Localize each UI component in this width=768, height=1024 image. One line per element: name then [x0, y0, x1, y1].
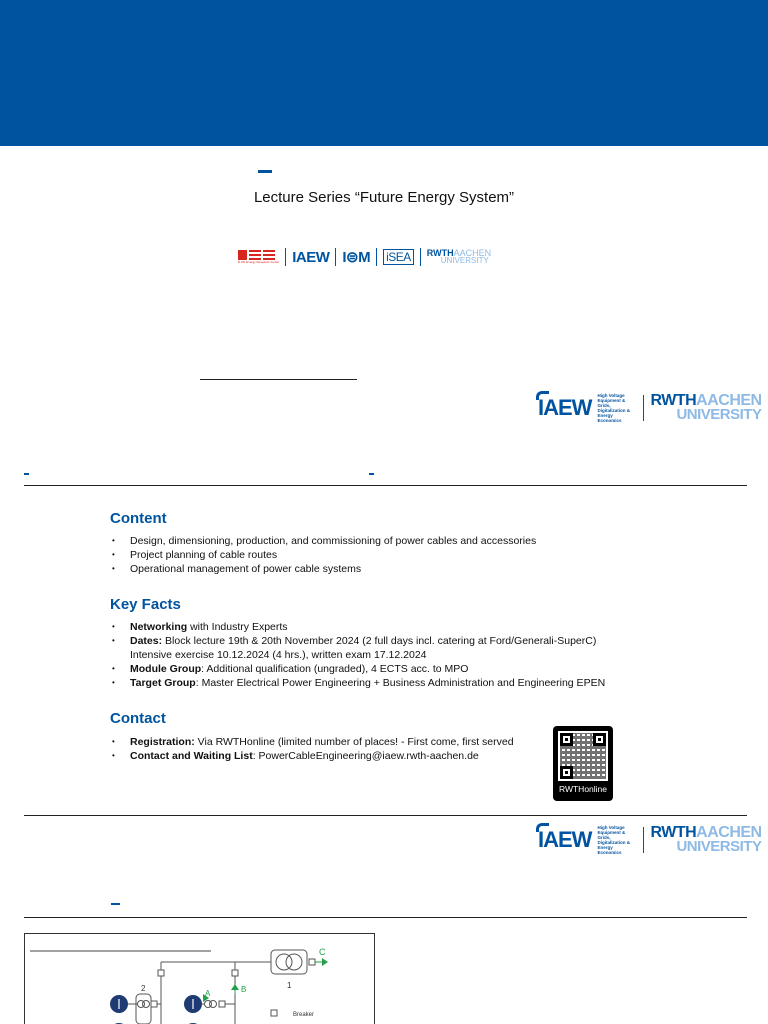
accent-dash: [24, 473, 29, 475]
contact-list: [112, 735, 514, 763]
rwthonline-qr-code[interactable]: [553, 726, 613, 801]
slide1-divider: [200, 379, 357, 380]
accent-dash: [258, 170, 272, 173]
list-item: • Dates: Block lecture 19th & 20th November 2024 (2 full days incl. catering at Ford/Generali-SuperC) Intensive exercise 10.12.2024 (4 hrs.), written exam 17.12.2024: [112, 634, 605, 662]
iaew-logo: IAEW: [292, 248, 330, 266]
list-item: • Registration: Via RWTHonline (limited number of places! - First come, first served: [112, 735, 514, 749]
contact-heading: Contact: [110, 710, 166, 727]
iaew-rwth-logo: IAEW High Voltage Equipment & Grids, Digitalization & Energy Economics RWTHAACHEN UNIVERSITY: [538, 824, 762, 855]
accent-dash: [369, 473, 374, 475]
slide3-top-rule: [24, 917, 747, 918]
isea-logo: iSEA: [383, 249, 414, 265]
iaew-rwth-logo: IAEW High Voltage Equipment & Grids, Digitalization & Energy Economics RWTHAACHEN UNIVERSITY: [538, 392, 762, 423]
accent-dash: [111, 903, 120, 905]
label-c: C: [319, 947, 326, 957]
slide2-top-rule: [24, 485, 747, 486]
rwth-logo: RWTHAACHEN UNIVERSITY: [426, 248, 492, 265]
label-a: A: [205, 989, 211, 998]
qr-label: RWTHonline: [558, 784, 608, 794]
key-facts-list: [112, 620, 605, 690]
list-item: • Target Group: Master Electrical Power Engineering + Business Administration and Engineering EPEN: [112, 676, 605, 690]
eon-erc-logo: E.ON Energy Research Center: [238, 250, 279, 264]
title-banner: [0, 0, 768, 146]
list-item: • Networking with Industry Experts: [112, 620, 605, 634]
lecture-series-title: Lecture Series “Future Energy System”: [253, 189, 515, 206]
grid-diagram: [24, 933, 375, 1024]
label-b: B: [241, 985, 247, 994]
list-item: • Design, dimensioning, production, and commissioning of power cables and accessories: [112, 534, 536, 548]
label-2: 2: [141, 984, 146, 993]
list-item: • Operational management of power cable systems: [112, 562, 536, 576]
list-item: • Module Group: Additional qualification (ungraded), 4 ECTS acc. to MPO: [112, 662, 605, 676]
list-item: • Contact and Waiting List: PowerCableEngineering@iaew.rwth-aachen.de: [112, 749, 514, 763]
label-1: 1: [287, 981, 292, 990]
key-facts-heading: Key Facts: [110, 596, 181, 613]
slide2-bottom-rule: [24, 815, 747, 816]
partner-logos: [238, 245, 491, 269]
list-item: • Project planning of cable routes: [112, 548, 536, 562]
legend-breaker-icon: [271, 1010, 277, 1016]
iem-logo: I⊜M: [342, 249, 371, 266]
content-list: [112, 534, 536, 576]
content-heading: Content: [110, 510, 167, 527]
legend-breaker-label: Breaker: [293, 1012, 315, 1018]
qr-icon: [558, 731, 608, 781]
